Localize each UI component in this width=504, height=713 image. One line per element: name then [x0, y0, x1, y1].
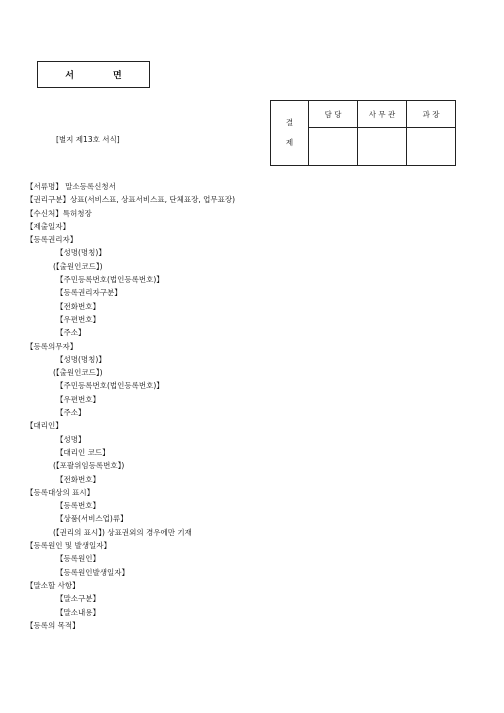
approval-side-top: 결 [285, 118, 294, 127]
field-item-label: 【말소구분】 [56, 594, 100, 604]
field-item-label: 【주민등록번호(법인등록번호)】 [56, 381, 164, 391]
field-item-label: 【말소내용】 [56, 607, 100, 617]
approval-sign-officer[interactable] [358, 128, 407, 166]
approval-sign-staff[interactable] [309, 128, 358, 166]
field-item-label: (【권리의 표시】) 상표권외의 경우에만 기재 [53, 527, 192, 537]
field-section-label: 【등록권리자】 [26, 235, 78, 245]
approval-table [270, 100, 456, 166]
field-item-label: (【포괄위임등록번호】) [53, 461, 125, 471]
field-item-label: 【등록원인】 [56, 554, 100, 564]
approval-head-officer: 사 무 관 [358, 101, 407, 128]
field-section-label: 【제출일자】 [26, 221, 70, 231]
approval-side-bottom: 제 [285, 138, 294, 147]
field-item-label: 【성명】 [56, 434, 86, 444]
field-item-label: 【등록권리자구분】 [56, 288, 122, 298]
field-item-label: 【주소】 [56, 328, 86, 338]
field-item-label: 【주소】 [56, 408, 86, 418]
field-item-label: 【성명(명칭)】 [56, 354, 106, 364]
field-section-label: 【등록의무자】 [26, 341, 78, 351]
field-section-label: 【권리구분】상표(서비스표, 상표서비스표, 단체표장, 업무표장) [26, 195, 236, 205]
field-section-label: 【서류명】 말소등록신청서 [26, 182, 116, 191]
field-item-label: 【상품(서비스업)류】 [56, 514, 128, 524]
approval-sign-chief[interactable] [407, 128, 456, 166]
form-fields [26, 180, 496, 632]
field-item-label: 【우편번호】 [56, 394, 100, 404]
approval-head-staff: 담 당 [309, 101, 358, 128]
field-item-label: 【대리인 코드】 [56, 447, 110, 457]
approval-side-label [271, 101, 309, 166]
field-item-label: 【전화번호】 [56, 301, 100, 311]
document-title-box [37, 61, 150, 88]
field-item-label: 【전화번호】 [56, 474, 100, 484]
field-item-label: 【등록번호】 [56, 501, 100, 511]
field-section-label: 【말소할 사항】 [26, 580, 80, 590]
field-section-label: 【수신처】특허청장 [26, 208, 92, 218]
field-section-label: 【등록대상의 표시】 [26, 487, 95, 497]
field-section-label: 【등록의 목적】 [26, 620, 80, 630]
field-item-label: (【출원인코드】) [53, 368, 103, 378]
field-item-label: 【등록원인발생일자】 [56, 567, 129, 577]
field-section-label: 【대리인】 [26, 421, 63, 431]
field-item-label: 【우편번호】 [56, 314, 100, 324]
field-item-label: (【출원인코드】) [53, 261, 103, 271]
field-item-label: 【성명(명칭)】 [56, 248, 106, 258]
approval-head-chief: 과 장 [407, 101, 456, 128]
field-section-label: 【등록원인 및 발생일자】 [26, 541, 111, 551]
field-item-label: 【주민등록번호(법인등록번호)】 [56, 275, 164, 285]
form-number: [별지 제13호 서식] [56, 135, 120, 144]
document-title: 서 면 [65, 71, 140, 81]
